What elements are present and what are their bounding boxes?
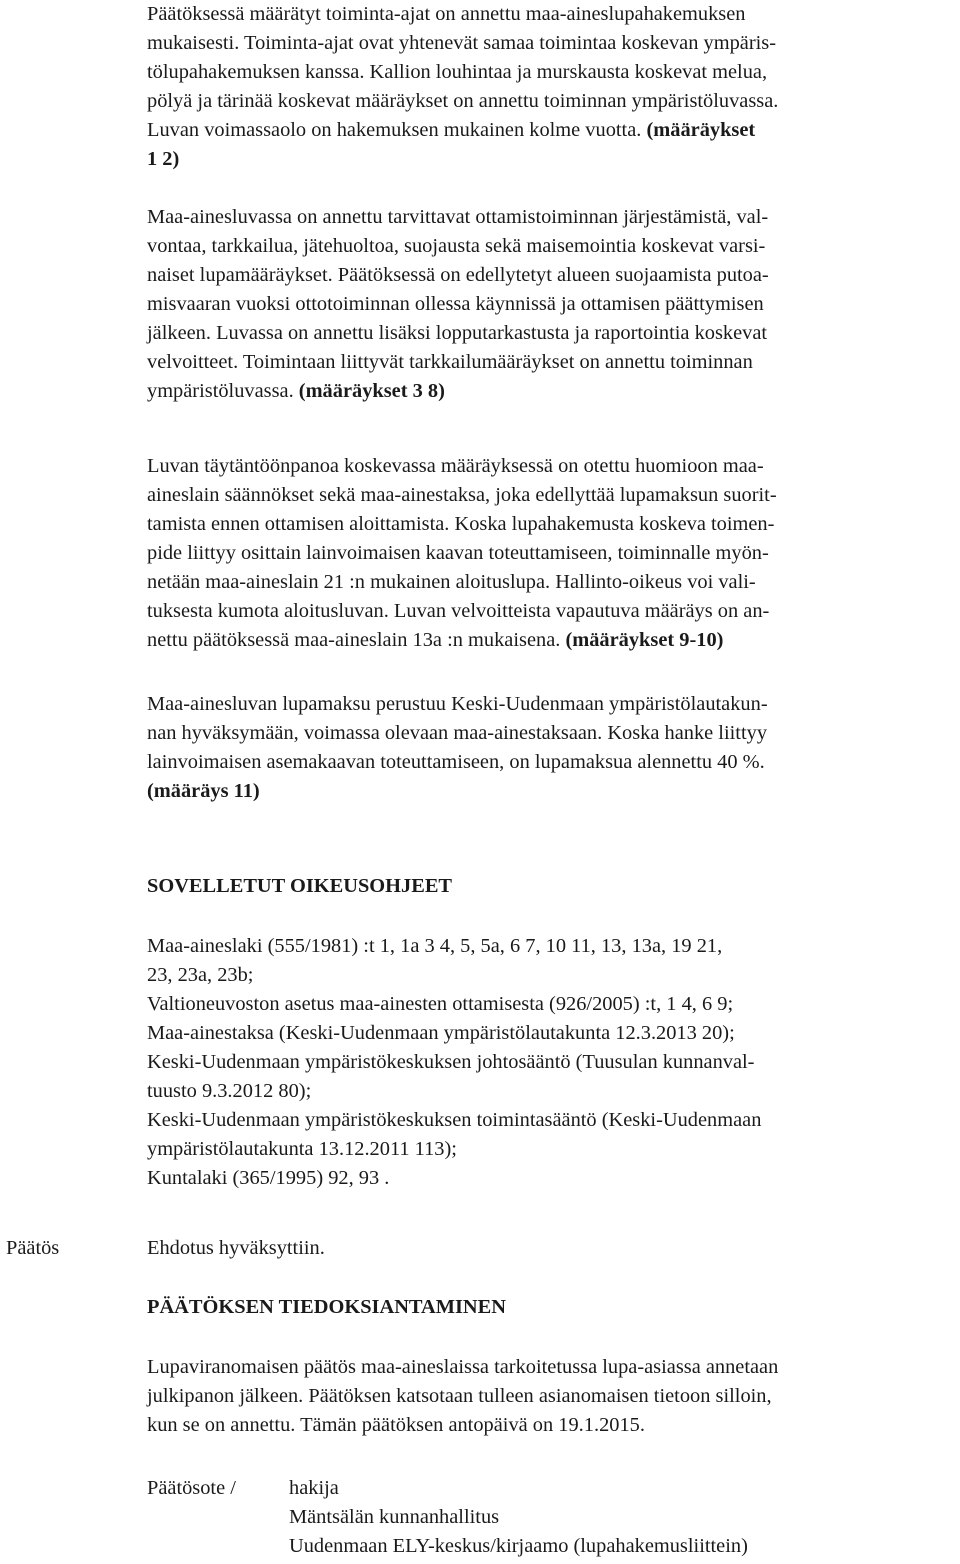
decision-text-block — [147, 1234, 937, 1263]
regulation-reference: (määräykset — [646, 119, 756, 141]
regulation-reference: (määräykset 9-10) — [565, 629, 724, 651]
regulation-reference: 1 2) — [147, 148, 180, 170]
recipient: Mäntsälän kunnanhallitus — [289, 1506, 500, 1528]
text-line: tölupahakemuksen kanssa. Kallion louhintaa ja murskausta koskevat melua, — [147, 61, 768, 83]
section-heading-applied-law: SOVELLETUT OIKEUSOHJEET — [147, 875, 453, 897]
text-line: Päätöksessä määrätyt toiminta-ajat on annettu maa-aineslupahakemuksen — [147, 3, 746, 25]
distribution-list — [289, 1474, 748, 1561]
text-line: pölyä ja tärinää koskevat määräykset on annettu toiminnan ympäristöluvassa. — [147, 90, 779, 112]
text-line: Luvan täytäntöönpanoa koskevassa määräyksessä on otettu huomioon maa- — [147, 455, 764, 477]
text-line — [147, 116, 937, 145]
text-line: tamista ennen ottamisen aloittamista. Koska lupahakemusta koskeva toimen- — [147, 513, 775, 535]
text-line: Lupaviranomaisen päätös maa-aineslaissa tarkoitetussa lupa-asiassa annetaan — [147, 1356, 779, 1378]
list-item: Maa-aineslaki (555/1981) :t 1, 1a 3 4, 5, 5a, 6 7, 10 11, 13, 13a, 19 21, — [147, 935, 723, 957]
text-segment: nettu päätöksessä maa-aineslain 13a :n mukaisena. — [147, 629, 566, 651]
distribution-label: Päätösote / — [147, 1477, 236, 1499]
recipient: hakija — [289, 1477, 339, 1499]
text-line: lainvoimaisen asemakaavan toteuttamiseen, on lupamaksua alennettu 40 %. — [147, 751, 765, 773]
text-line: tuksesta kumota aloitusluvan. Luvan velvoitteista vapautuva määräys on an- — [147, 600, 770, 622]
text-line — [147, 626, 937, 655]
text-line: naiset lupamääräykset. Päätöksessä on edellytetyt alueen suojaamista putoa- — [147, 264, 769, 286]
text-line: julkipanon jälkeen. Päätöksen katsotaan tulleen asianomaisen tietoon silloin, — [147, 1385, 772, 1407]
decision-text: Ehdotus hyväksyttiin. — [147, 1237, 325, 1259]
text-line: aineslain säännökset sekä maa-ainestaksa, joka edellyttää lupamaksun suorit- — [147, 484, 777, 506]
text-segment: ympäristöluvassa. — [147, 380, 299, 402]
text-line: vontaa, tarkkailua, jätehuoltoa, suojausta sekä maisemointia koskevat varsi- — [147, 235, 766, 257]
regulation-reference: (määräykset 3 8) — [298, 380, 445, 402]
text-line: Maa-ainesluvassa on annettu tarvittavat ottamistoiminnan järjestämistä, val- — [147, 206, 769, 228]
text-line: netään maa-aineslain 21 :n mukainen aloituslupa. Hallinto-oikeus voi vali- — [147, 571, 756, 593]
paragraph-permit-fee — [147, 690, 937, 806]
section-heading-notification: PÄÄTÖKSEN TIEDOKSIANTAMINEN — [147, 1296, 506, 1318]
text-line: Maa-ainesluvan lupamaksu perustuu Keski-Uudenmaan ympäristölautakun- — [147, 693, 768, 715]
list-item: Maa-ainestaksa (Keski-Uudenmaan ympäristölautakunta 12.3.2013 20); — [147, 1022, 735, 1044]
list-item: Keski-Uudenmaan ympäristökeskuksen johtosääntö (Tuusulan kunnanval- — [147, 1051, 755, 1073]
text-line: pide liittyy osittain lainvoimaisen kaavan toteuttamiseen, toiminnalle myön- — [147, 542, 769, 564]
list-item: Keski-Uudenmaan ympäristökeskuksen toimintasääntö (Keski-Uudenmaan — [147, 1109, 762, 1131]
text-line: mukaisesti. Toiminta-ajat ovat yhtenevät samaa toimintaa koskevan ympäris- — [147, 32, 777, 54]
list-item: tuusto 9.3.2012 80); — [147, 1080, 312, 1102]
text-line: misvaaran vuoksi ottotoiminnan ollessa käynnissä ja ottamisen päättymisen — [147, 293, 764, 315]
paragraph-operating-hours — [147, 0, 937, 174]
text-line — [147, 377, 937, 406]
text-line: nan hyväksymään, voimassa olevaan maa-ainestaksaan. Koska hanke liittyy — [147, 722, 768, 744]
text-line: velvoitteet. Toimintaan liittyvät tarkkailumääräykset on annettu toiminnan — [147, 351, 753, 373]
list-item: ympäristölautakunta 13.12.2011 113); — [147, 1138, 457, 1160]
paragraph-enforcement — [147, 452, 937, 655]
text-segment: Luvan voimassaolo on hakemuksen mukainen kolme vuotta. — [147, 119, 647, 141]
paragraph-notification — [147, 1353, 937, 1440]
decision-label: Päätös — [6, 1237, 60, 1259]
list-item: Valtioneuvoston asetus maa-ainesten ottamisesta (926/2005) :t, 1 4, 6 9; — [147, 993, 734, 1015]
paragraph-permit-conditions — [147, 203, 937, 406]
recipient: Uudenmaan ELY-keskus/kirjaamo (lupahakemusliittein) — [289, 1535, 748, 1557]
applied-law-list — [147, 932, 937, 1193]
text-line: jälkeen. Luvassa on annettu lisäksi lopputarkastusta ja raportointia koskevat — [147, 322, 768, 344]
text-line: kun se on annettu. Tämän päätöksen antopäivä on 19.1.2015. — [147, 1414, 645, 1436]
regulation-reference: (määräys 11) — [147, 780, 260, 802]
list-item: Kuntalaki (365/1995) 92, 93 . — [147, 1167, 390, 1189]
list-item: 23, 23a, 23b; — [147, 964, 254, 986]
